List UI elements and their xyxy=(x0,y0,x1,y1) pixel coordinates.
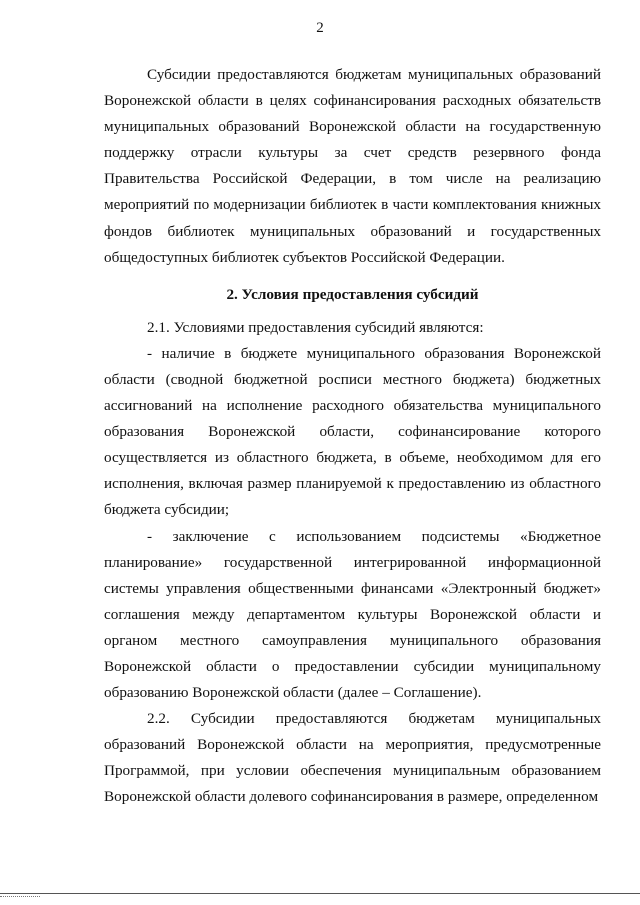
paragraph-condition-agreement: - заключение с использованием подсистемы «Бюджетное планирование» государственной интегрированной информационной системы управления общественными финансами «Электронный бюджет» соглашения между департаментом культуры Воронежской области и органом местного самоуправления муниципального образования Воронежской области о предоставлении субсидии муниципальному образованию Воронежской области (далее – Соглашение). xyxy=(104,527,601,702)
paragraph-2-2: 2.2. Субсидии предоставляются бюджетам муниципальных образований Воронежской области на мероприятия, предусмотренные Программой, при условии обеспечения муниципальным образованием Воронежской области долевого софинансирования в размере, определенном xyxy=(104,710,601,806)
paragraph-subsidies-purpose: Субсидии предоставляются бюджетам муниципальных образований Воронежской области в целях софинансирования расходных обязательств муниципальных образований Воронежской области на государственную поддержку отрасли культуры за счет средств резервного фонда Правительства Российской Федерации, в том числе на реализацию мероприятий по модернизации библиотек в части комплектования книжных фондов библиотек муниципальных образований и государственных общедоступных библиотек субъектов Российской Федерации. xyxy=(104,66,601,266)
paragraph-condition-budget: - наличие в бюджете муниципального образования Воронежской области (сводной бюджетной росписи местного бюджета) бюджетных ассигнований на исполнение расходного обязательства муниципального образования Воронежской области, софинансирование которого осуществляется из областного бюджета, в объеме, необходимом для его исполнения, включая размер планируемой к предоставлению из областного бюджета субсидии; xyxy=(104,344,601,519)
page-number: 2 xyxy=(316,20,324,36)
document-body xyxy=(104,62,601,811)
section-heading-conditions: 2. Условия предоставления субсидий xyxy=(226,285,479,303)
bottom-divider xyxy=(0,893,640,894)
paragraph-2-1: 2.1. Условиями предоставления субсидий являются: xyxy=(147,318,484,336)
bottom-divider-dotted xyxy=(0,896,40,897)
